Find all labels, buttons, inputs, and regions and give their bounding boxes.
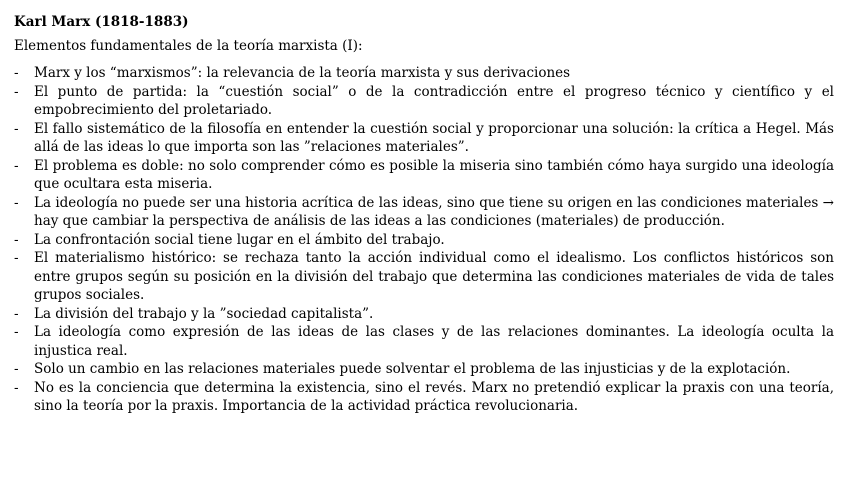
bullet-dash: - — [14, 194, 19, 211]
list-item-text: La confrontación social tiene lugar en el ámbito del trabajo. — [34, 231, 445, 248]
bullet-dash: - — [14, 231, 19, 248]
bullet-dash: - — [14, 361, 19, 377]
list-item-text: Marx y los “marxismos”: la relevancia de la teoría marxista y sus derivaciones — [34, 65, 571, 81]
list-item — [14, 249, 834, 305]
list-item-text: El fallo sistemático de la filosofía en entender la cuestión social y proporcionar una solución: la crítica a Hegel. Más allá de las ideas lo que importa son las ”relaciones materiales”. — [34, 120, 834, 155]
list-item — [14, 120, 834, 157]
list-item — [14, 64, 834, 83]
bullet-dash: - — [14, 83, 19, 100]
list-item-text: La ideología como expresión de las ideas de las clases y de las relaciones dominantes. La ideología oculta la injustica real. — [34, 324, 834, 359]
list-item-text: No es la conciencia que determina la existencia, sino el revés. Marx no pretendió explicar la praxis con una teoría, sino la teoría por la praxis. Importancia de la actividad práctica revolucionaria. — [34, 379, 834, 414]
bullet-dash: - — [14, 324, 19, 340]
document-subtitle: Elementos fundamentales de la teoría marxista (I): — [14, 38, 363, 54]
list-item-text: El materialismo histórico: se rechaza tanto la acción individual como el idealismo. Los conflictos históricos son entre grupos según su posición en la división del trabajo que determina las condiciones materiales de vida de tales grupos sociales. — [34, 250, 834, 303]
list-item — [14, 194, 834, 231]
document-title: Karl Marx (1818-1883) — [14, 14, 189, 30]
list-item-text: La división del trabajo y la ”sociedad capitalista”. — [34, 305, 374, 322]
list-item — [14, 379, 834, 416]
bullet-dash: - — [14, 120, 19, 137]
list-item — [14, 157, 834, 194]
bullet-dash: - — [14, 250, 19, 266]
bullet-list — [14, 64, 834, 416]
list-item-text: Solo un cambio en las relaciones materiales puede solventar el problema de las injusticias y de la explotación. — [34, 361, 791, 377]
list-item — [14, 305, 834, 324]
list-item-text: La ideología no puede ser una historia acrítica de las ideas, sino que tiene su origen en las condiciones materiales → hay que cambiar la perspectiva de análisis de las ideas a las condiciones (materiales) de producción. — [34, 194, 834, 229]
bullet-dash: - — [14, 65, 19, 81]
list-item — [14, 83, 834, 120]
bullet-dash: - — [14, 305, 19, 322]
document — [14, 12, 834, 416]
list-item — [14, 323, 834, 360]
list-item — [14, 231, 834, 250]
list-item-text: El punto de partida: la “cuestión social” o de la contradicción entre el progreso técnico y científico y el empobrecimiento del proletariado. — [34, 83, 834, 118]
list-item — [14, 360, 834, 379]
bullet-dash: - — [14, 379, 19, 396]
list-item-text: El problema es doble: no solo comprender cómo es posible la miseria sino también cómo haya surgido una ideología que ocultara esta miseria. — [34, 157, 834, 192]
bullet-dash: - — [14, 157, 19, 174]
